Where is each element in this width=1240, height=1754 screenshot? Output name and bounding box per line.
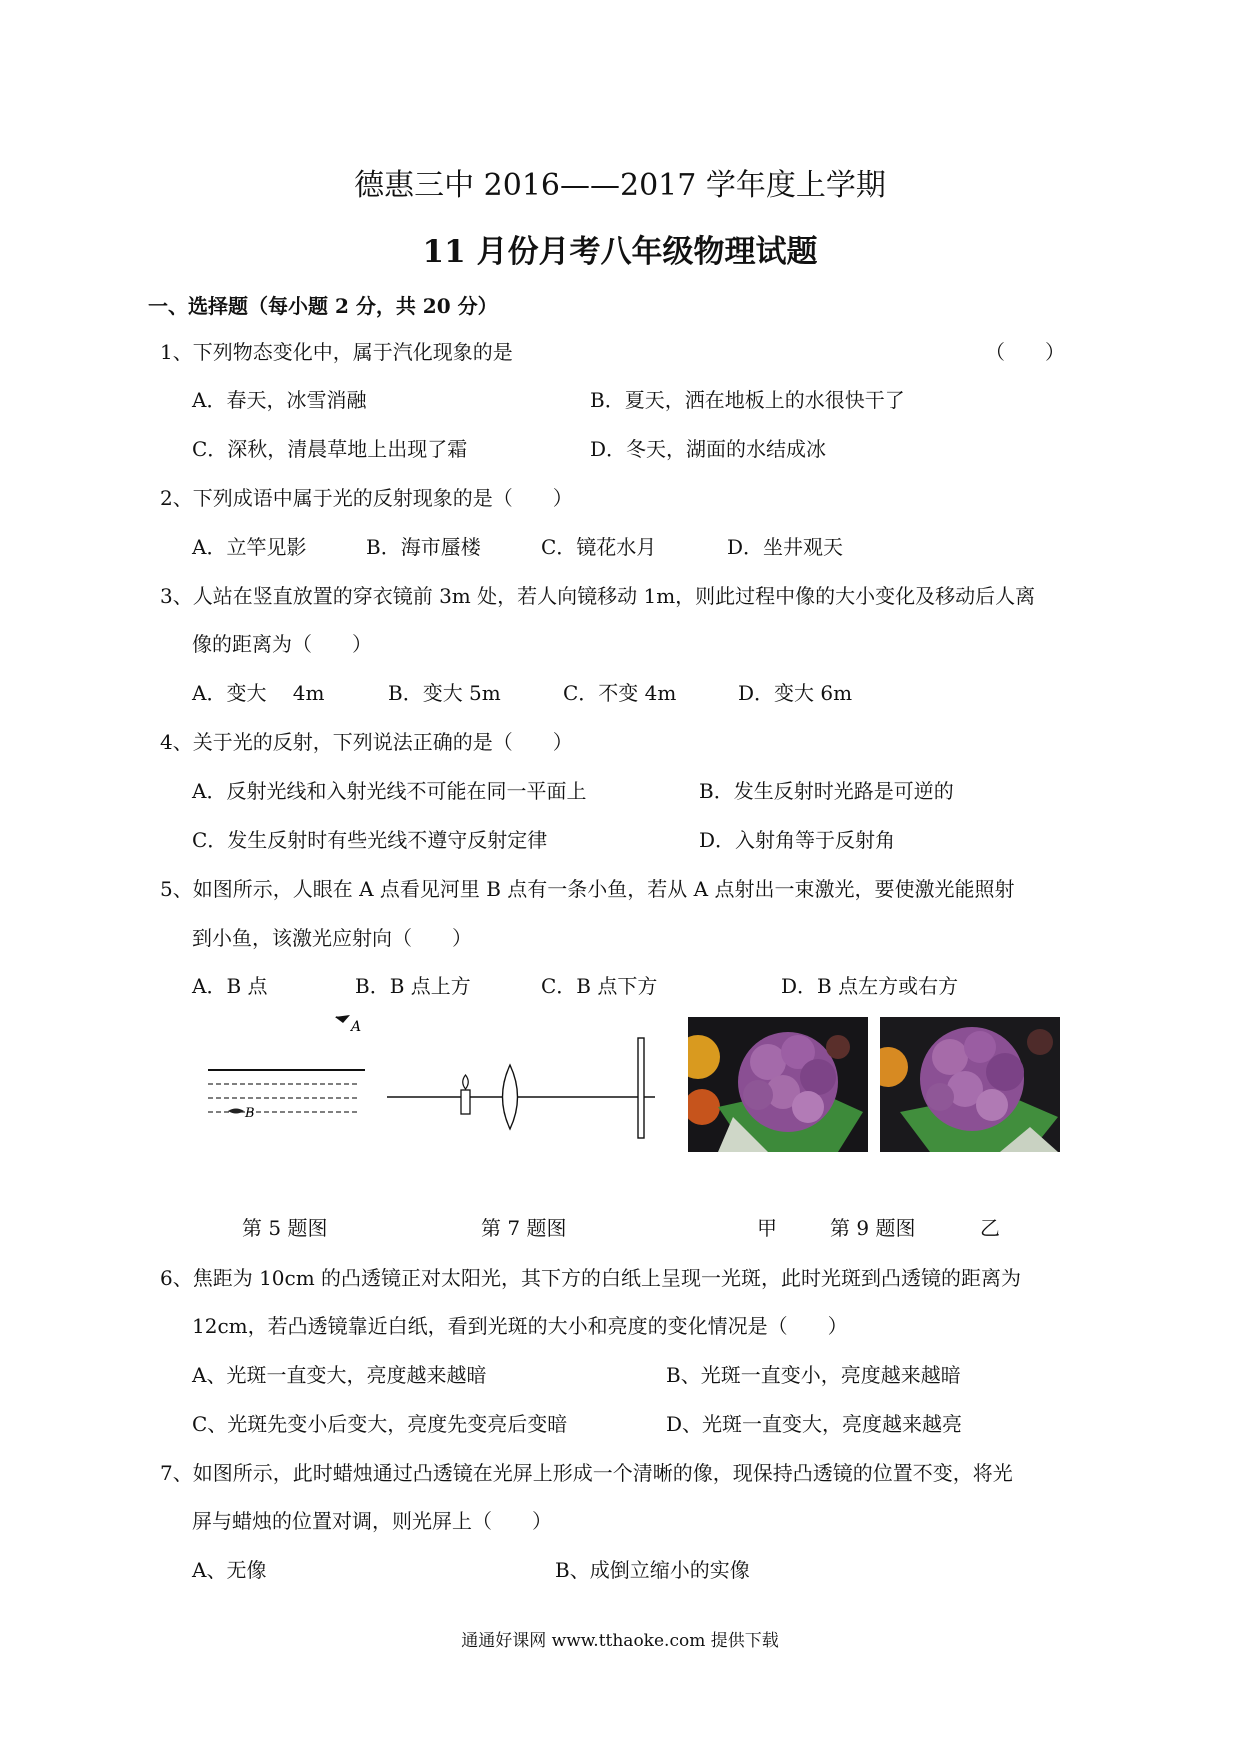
figure-9-photo-jia (688, 1017, 868, 1152)
question-2-option-c: C．镜花水月 (541, 535, 657, 559)
candle-icon (461, 1075, 470, 1114)
question-2-option-a: A．立竿见影 (192, 535, 307, 559)
question-3-option-c: C．不变 4m (563, 681, 677, 705)
question-5-option-a: A．B 点 (192, 974, 268, 998)
figure-9-photo-yi (880, 1017, 1060, 1152)
figure-7-lens-diagram (385, 1010, 660, 1145)
caption-figure-9-yi: 乙 (980, 1216, 1000, 1240)
figure-5-river-diagram (200, 1005, 375, 1140)
question-7-option-b: B、成倒立缩小的实像 (555, 1558, 750, 1582)
question-2-option-b: B．海市蜃楼 (366, 535, 481, 559)
figure-5-label-b: B (245, 1106, 255, 1121)
eye-icon (335, 1015, 350, 1023)
question-5-stem-continued: 到小鱼，该激光应射向（ ） (192, 926, 472, 950)
question-6-stem: 6、焦距为 10cm 的凸透镜正对太阳光，其下方的白纸上呈现一光斑，此时光斑到凸透镜的距离为 (160, 1266, 1022, 1290)
question-1-answer-paren: （ ） (985, 340, 1065, 364)
question-5-option-c: C．B 点下方 (541, 974, 658, 998)
caption-figure-5: 第 5 题图 (242, 1216, 328, 1240)
figure-5-label-a: A (351, 1019, 362, 1035)
question-7-stem: 7、如图所示，此时蜡烛通过凸透镜在光屏上形成一个清晰的像，现保持凸透镜的位置不变，将光 (160, 1461, 1013, 1485)
question-6-option-c: C、光斑先变小后变大，亮度先变亮后变暗 (192, 1412, 568, 1436)
exam-school-title: 德惠三中 2016——2017 学年度上学期 (354, 168, 886, 203)
question-4-option-d: D．入射角等于反射角 (699, 828, 896, 852)
question-3-option-d: D．变大 6m (738, 681, 853, 705)
question-6-stem-continued: 12cm，若凸透镜靠近白纸，看到光斑的大小和亮度的变化情况是（ ） (192, 1314, 848, 1338)
question-3-stem: 3、人站在竖直放置的穿衣镜前 3m 处，若人向镜移动 1m，则此过程中像的大小变化及移动后人离 (160, 584, 1036, 608)
question-1-option-a: A．春天，冰雪消融 (192, 388, 367, 412)
question-7-option-a: A、无像 (192, 1558, 267, 1582)
question-3-option-b: B．变大 5m (388, 681, 501, 705)
question-5-stem: 5、如图所示，人眼在 A 点看见河里 B 点有一条小鱼，若从 A 点射出一束激光，要使激光能照射 (160, 877, 1015, 901)
caption-figure-9: 第 9 题图 (830, 1216, 916, 1240)
question-6-option-d: D、光斑一直变大，亮度越来越亮 (666, 1412, 963, 1436)
question-1-stem: 1、下列物态变化中，属于汽化现象的是 (160, 340, 513, 364)
question-4-option-a: A．反射光线和入射光线不可能在同一平面上 (192, 779, 587, 803)
exam-subject-title: 11 月份月考八年级物理试题 (422, 234, 818, 270)
question-6-option-b: B、光斑一直变小，亮度越来越暗 (666, 1363, 961, 1387)
caption-figure-7: 第 7 题图 (481, 1216, 567, 1240)
question-5-option-d: D．B 点左方或右方 (781, 974, 959, 998)
question-4-option-b: B．发生反射时光路是可逆的 (699, 779, 954, 803)
page-footer: 通通好课网 www.tthaoke.com 提供下载 (461, 1631, 779, 1651)
question-2-option-d: D．坐井观天 (727, 535, 844, 559)
section-heading: 一、选择题（每小题 2 分，共 20 分） (148, 294, 498, 318)
question-1-option-b: B．夏天，洒在地板上的水很快干了 (590, 388, 905, 412)
question-1-option-c: C．深秋，清晨草地上出现了霜 (192, 437, 468, 461)
convex-lens-icon (503, 1065, 518, 1129)
question-5-option-b: B．B 点上方 (355, 974, 471, 998)
question-1-option-d: D．冬天，湖面的水结成冰 (590, 437, 827, 461)
question-4-stem: 4、关于光的反射，下列说法正确的是（ ） (160, 730, 573, 754)
fish-icon (228, 1109, 244, 1114)
light-screen (638, 1038, 644, 1138)
question-2-stem: 2、下列成语中属于光的反射现象的是（ ） (160, 486, 573, 510)
question-3-option-a: A．变大 4m (192, 681, 325, 705)
question-3-stem-continued: 像的距离为（ ） (192, 632, 372, 656)
caption-figure-9-jia: 甲 (757, 1216, 777, 1240)
question-4-option-c: C．发生反射时有些光线不遵守反射定律 (192, 828, 548, 852)
question-7-stem-continued: 屏与蜡烛的位置对调，则光屏上（ ） (192, 1509, 552, 1533)
question-6-option-a: A、光斑一直变大，亮度越来越暗 (192, 1363, 487, 1387)
